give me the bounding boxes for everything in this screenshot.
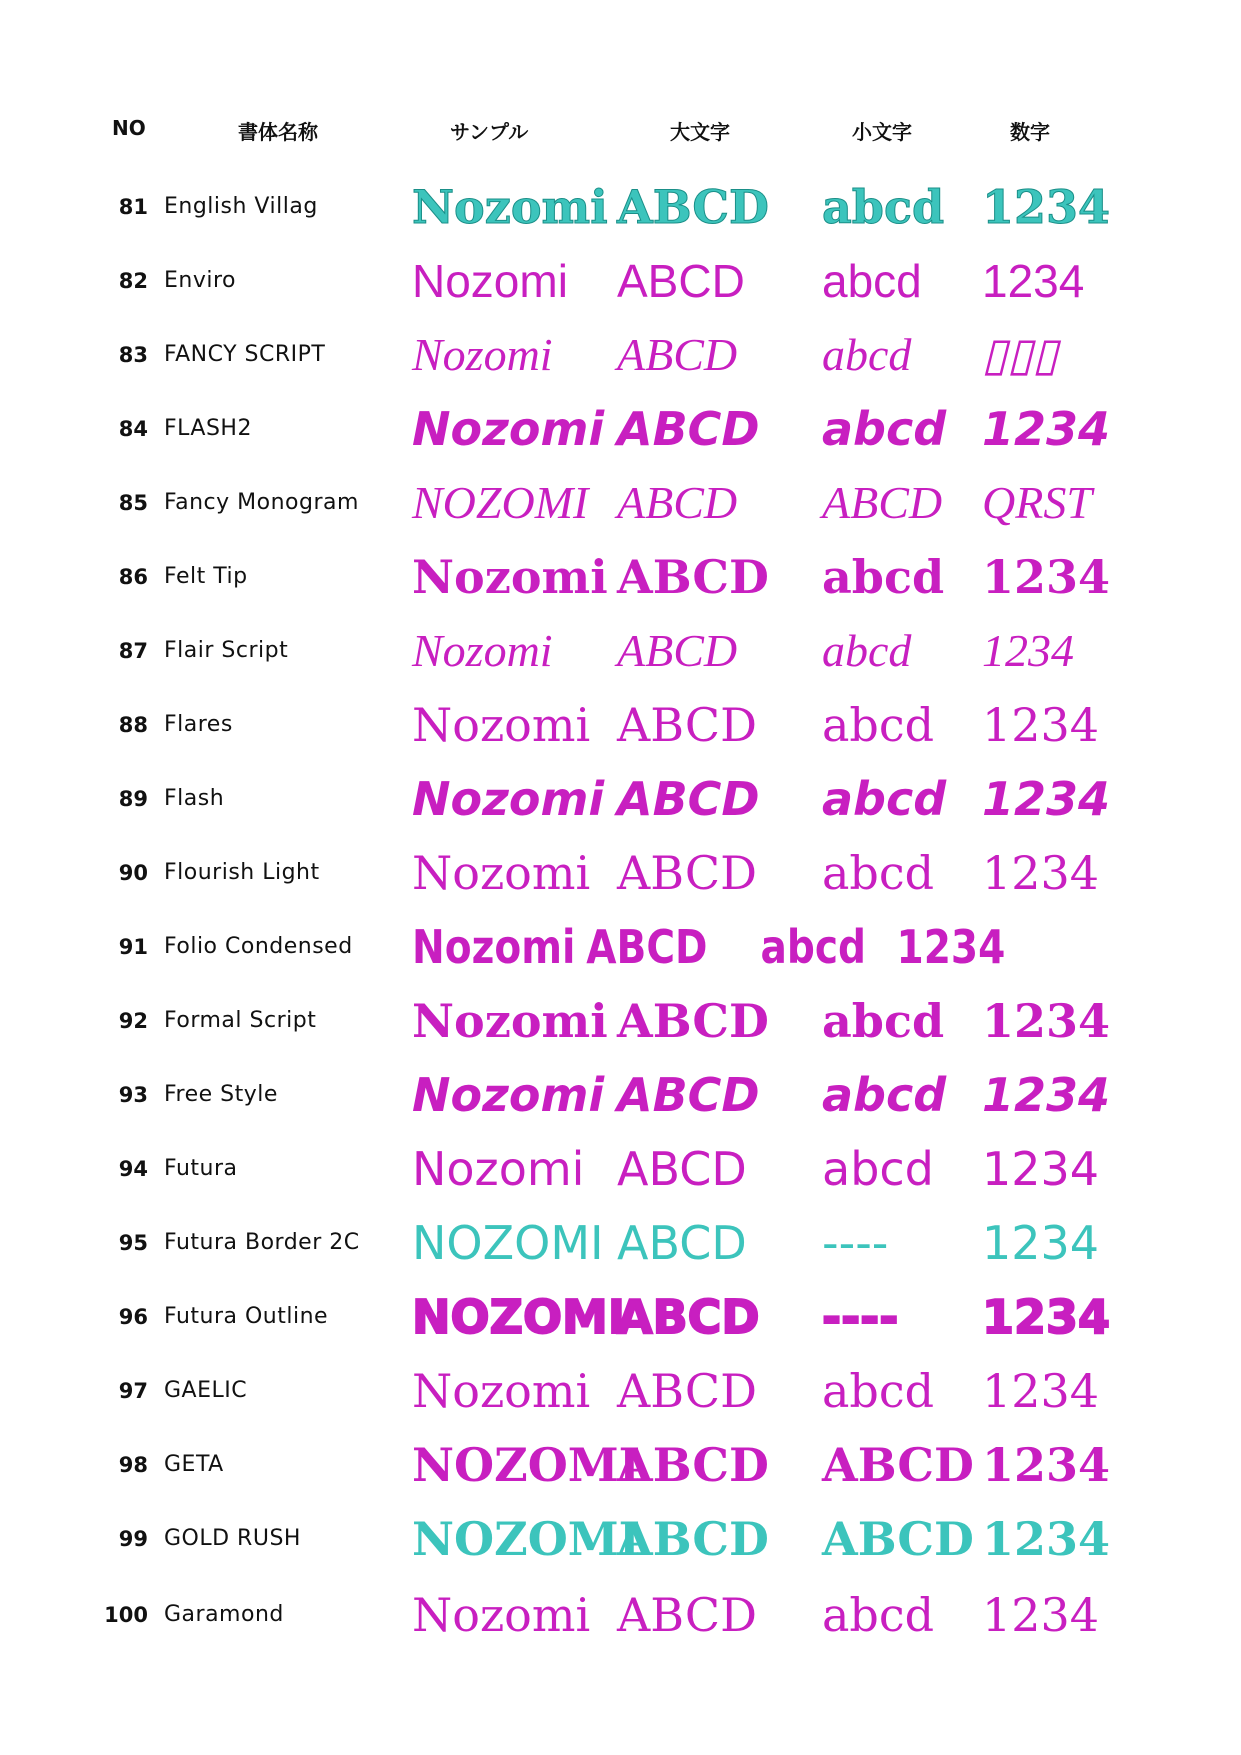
- font-name: Enviro: [164, 268, 236, 293]
- font-name: Flourish Light: [164, 860, 320, 885]
- sample-lowercase: ABCD: [822, 1438, 974, 1492]
- table-row: [0, 1354, 1241, 1428]
- sample-lowercase: abcd: [822, 1364, 935, 1418]
- font-name: Futura: [164, 1156, 238, 1181]
- sample-word: Nozomi: [412, 402, 605, 456]
- sample-lowercase: abcd: [822, 255, 922, 307]
- font-sample: [412, 1578, 1112, 1652]
- header-uppercase: 大文字: [670, 120, 730, 144]
- font-name: Felt Tip: [164, 564, 248, 589]
- sample-uppercase: ABCD: [617, 625, 738, 676]
- sample-word: NOZOMI: [412, 1438, 641, 1492]
- sample-uppercase: ABCD: [617, 698, 757, 752]
- header-no: NO: [112, 116, 146, 140]
- sample-word: Nozomi: [412, 920, 576, 974]
- font-name: Garamond: [164, 1602, 284, 1627]
- font-name: Futura Outline: [164, 1304, 329, 1329]
- sample-lowercase: ABCD: [822, 477, 943, 528]
- sample-digits: 1234: [982, 1216, 1100, 1270]
- row-number: 96: [118, 1305, 148, 1329]
- sample-lowercase: abcd: [822, 180, 945, 234]
- sample-word: Nozomi: [412, 625, 553, 676]
- sample-lowercase: ----: [822, 1290, 899, 1344]
- row-number: 85: [118, 491, 148, 515]
- table-row: [0, 1058, 1241, 1132]
- sample-word: Nozomi: [412, 846, 591, 900]
- sample-word: Nozomi: [412, 255, 568, 307]
- font-sample: [412, 1058, 1112, 1132]
- row-number: 84: [118, 417, 148, 441]
- table-header: [0, 116, 1241, 152]
- sample-word: Nozomi: [412, 698, 591, 752]
- sample-uppercase: ABCD: [586, 920, 708, 974]
- row-number: 90: [118, 861, 148, 885]
- table-row: [0, 392, 1241, 466]
- sample-digits: 1234: [982, 402, 1111, 456]
- font-sample: [412, 614, 1112, 688]
- row-number: 83: [118, 343, 148, 367]
- sample-digits: 1234: [982, 255, 1085, 307]
- font-name: FANCY SCRIPT: [164, 342, 326, 367]
- sample-digits: 1234: [982, 1588, 1100, 1642]
- sample-word: Nozomi: [412, 1142, 585, 1196]
- sample-uppercase: ABCD: [617, 846, 757, 900]
- font-name: Futura Border 2C: [164, 1230, 360, 1255]
- sample-word: NOZOMI: [412, 1290, 625, 1344]
- font-name: Free Style: [164, 1082, 278, 1107]
- font-name: Flares: [164, 712, 233, 737]
- font-sample: [412, 1502, 1112, 1576]
- sample-lowercase: ----: [822, 1216, 889, 1270]
- row-number: 97: [118, 1379, 148, 1403]
- font-name: Flair Script: [164, 638, 289, 663]
- sample-lowercase: abcd: [822, 550, 945, 604]
- header-lowercase: 小文字: [852, 120, 912, 144]
- table-row: [0, 614, 1241, 688]
- sample-word: Nozomi: [412, 994, 608, 1048]
- table-row: [0, 1280, 1241, 1354]
- table-row: [0, 1578, 1241, 1652]
- font-sample: [412, 762, 1112, 836]
- header-sample: サンプル: [450, 120, 529, 144]
- header-font-name: 書体名称: [238, 120, 318, 144]
- sample-uppercase: ABCD: [617, 1364, 757, 1418]
- sample-word: NOZOMI: [412, 477, 589, 528]
- font-sample: [412, 392, 1112, 466]
- sample-uppercase: ABCD: [617, 1588, 757, 1642]
- sample-lowercase: abcd: [822, 1142, 934, 1196]
- table-row: [0, 318, 1241, 392]
- sample-uppercase: ABCD: [617, 1142, 747, 1196]
- sample-lowercase: abcd: [822, 625, 912, 676]
- sample-uppercase: ABCD: [617, 1216, 747, 1270]
- sample-digits: 1234: [982, 1068, 1111, 1122]
- font-name: GETA: [164, 1452, 224, 1477]
- sample-uppercase: ABCD: [617, 402, 760, 456]
- font-name: Formal Script: [164, 1008, 317, 1033]
- font-sample: [412, 1354, 1112, 1428]
- sample-digits: 1234: [982, 1512, 1111, 1566]
- table-row: [0, 688, 1241, 762]
- font-name: English Villag: [164, 194, 318, 219]
- sample-digits: 1234: [982, 772, 1111, 826]
- sample-digits: 1234: [982, 1364, 1100, 1418]
- sample-word: Nozomi: [412, 550, 608, 604]
- table-row: [0, 762, 1241, 836]
- sample-uppercase: ABCD: [617, 180, 769, 234]
- row-number: 94: [118, 1157, 148, 1181]
- row-number: 89: [118, 787, 148, 811]
- table-row: [0, 984, 1241, 1058]
- font-sample: [412, 836, 1112, 910]
- sample-lowercase: abcd: [822, 329, 912, 380]
- font-sample: [412, 1206, 1112, 1280]
- sample-word: NOZOMI: [412, 1512, 641, 1566]
- row-number: 81: [118, 195, 148, 219]
- table-row: [0, 170, 1241, 244]
- sample-digits: 1234: [982, 994, 1111, 1048]
- table-row: [0, 1206, 1241, 1280]
- row-number: 88: [118, 713, 148, 737]
- sample-word: Nozomi: [412, 1364, 591, 1418]
- sample-digits: ▯▯▯: [982, 329, 1058, 380]
- table-row: [0, 910, 1241, 984]
- font-sample: [412, 466, 1112, 540]
- table-row: [0, 1132, 1241, 1206]
- table-row: [0, 1502, 1241, 1576]
- sample-lowercase: ABCD: [822, 1512, 974, 1566]
- sample-uppercase: ABCD: [617, 255, 745, 307]
- sample-digits: 1234: [982, 1290, 1111, 1344]
- sample-uppercase: ABCD: [617, 477, 738, 528]
- table-row: [0, 836, 1241, 910]
- row-number: 98: [118, 1453, 148, 1477]
- sample-digits: 1234: [982, 698, 1100, 752]
- font-sample: [412, 244, 1112, 318]
- sample-uppercase: ABCD: [617, 1512, 769, 1566]
- sample-uppercase: ABCD: [617, 1438, 769, 1492]
- font-sample: [412, 910, 1007, 984]
- table-row: [0, 466, 1241, 540]
- font-name: FLASH2: [164, 416, 252, 441]
- sample-lowercase: abcd: [822, 772, 947, 826]
- sample-uppercase: ABCD: [617, 994, 769, 1048]
- sample-digits: 1234: [896, 920, 1006, 974]
- row-number: 92: [118, 1009, 148, 1033]
- font-name: Fancy Monogram: [164, 490, 359, 515]
- sample-word: Nozomi: [412, 1068, 605, 1122]
- table-row: [0, 244, 1241, 318]
- sample-lowercase: abcd: [822, 1588, 935, 1642]
- font-name: GAELIC: [164, 1378, 248, 1403]
- table-row: [0, 1428, 1241, 1502]
- sample-digits: 1234: [982, 846, 1100, 900]
- sample-uppercase: ABCD: [617, 772, 760, 826]
- font-name: Folio Condensed: [164, 934, 353, 959]
- sample-word: Nozomi: [412, 329, 553, 380]
- sample-digits: 1234: [982, 550, 1111, 604]
- row-number: 87: [118, 639, 148, 663]
- sample-lowercase: abcd: [822, 1068, 947, 1122]
- row-number: 82: [118, 269, 148, 293]
- font-sample: [412, 318, 1112, 392]
- row-number: 93: [118, 1083, 148, 1107]
- row-number: 100: [104, 1603, 148, 1627]
- sample-uppercase: ABCD: [617, 1068, 760, 1122]
- sample-word: Nozomi: [412, 772, 605, 826]
- font-sample: [412, 1428, 1112, 1502]
- table-row: [0, 540, 1241, 614]
- sample-lowercase: abcd: [822, 846, 935, 900]
- sample-word: Nozomi: [412, 1588, 591, 1642]
- sample-digits: QRST: [982, 477, 1092, 528]
- sample-lowercase: abcd: [822, 994, 945, 1048]
- font-sample: [412, 1280, 1112, 1354]
- row-number: 91: [118, 935, 148, 959]
- sample-lowercase: abcd: [760, 920, 867, 974]
- sample-digits: 1234: [982, 1142, 1100, 1196]
- sample-digits: 1234: [982, 1438, 1111, 1492]
- sample-uppercase: ABCD: [617, 329, 738, 380]
- row-number: 99: [118, 1527, 148, 1551]
- row-number: 95: [118, 1231, 148, 1255]
- sample-word: NOZOMI: [412, 1216, 604, 1270]
- font-sample: [412, 540, 1112, 614]
- header-digits: 数字: [1010, 120, 1050, 144]
- font-name: Flash: [164, 786, 225, 811]
- sample-uppercase: ABCD: [617, 550, 769, 604]
- font-sample: [412, 688, 1112, 762]
- font-name: GOLD RUSH: [164, 1526, 301, 1551]
- row-number: 86: [118, 565, 148, 589]
- font-sample: [412, 1132, 1112, 1206]
- font-sample: [412, 170, 1112, 244]
- sample-uppercase: ABCD: [617, 1290, 760, 1344]
- sample-word: Nozomi: [412, 180, 608, 234]
- font-sample: [412, 984, 1112, 1058]
- sample-digits: 1234: [982, 180, 1111, 234]
- sample-lowercase: abcd: [822, 698, 935, 752]
- sample-digits: 1234: [982, 625, 1074, 676]
- sample-lowercase: abcd: [822, 402, 947, 456]
